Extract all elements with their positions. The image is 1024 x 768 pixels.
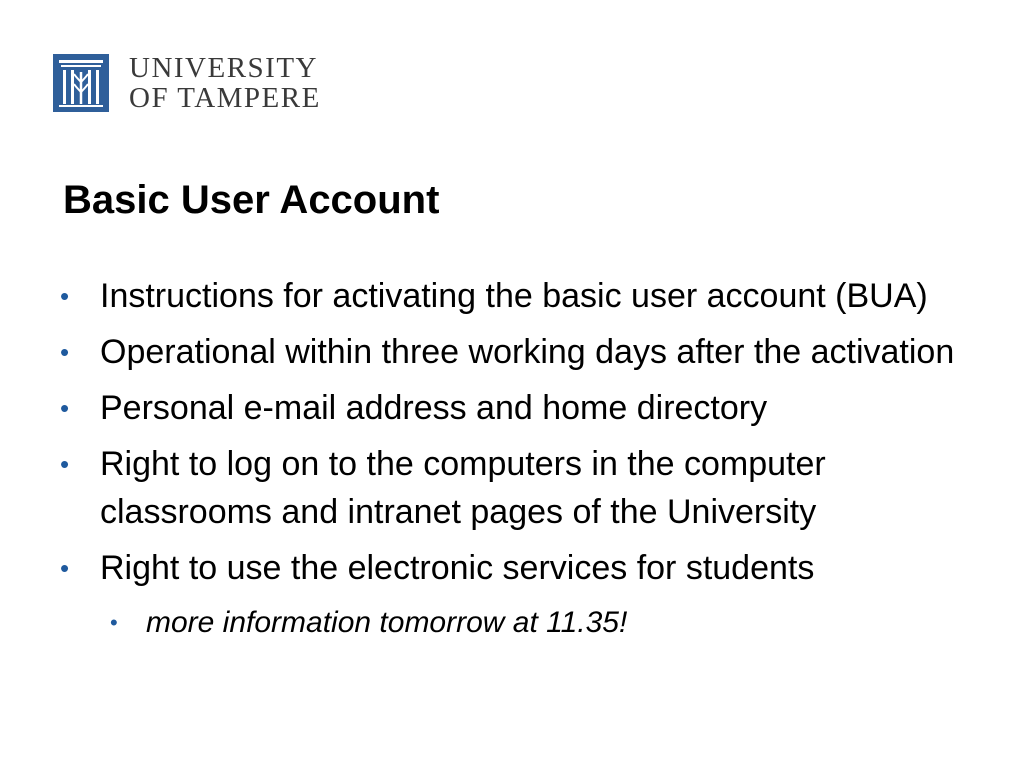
bullet-text: Right to use the electronic services for students [100, 549, 815, 587]
bullet-item [58, 440, 978, 536]
bullet-marker: • [60, 281, 70, 311]
bullet-item [58, 544, 978, 592]
bullet-item [58, 384, 978, 432]
bullet-marker: • [60, 337, 70, 367]
university-logo [53, 53, 321, 113]
bullet-text: Right to log on to the computers in the computer classrooms and intranet pages of the University [100, 445, 826, 531]
bullet-marker: • [60, 449, 70, 479]
bullet-list [58, 272, 978, 646]
logo-line-2: OF TAMPERE [129, 82, 321, 114]
sub-bullet-text: more information tomorrow at 11.35! [146, 606, 628, 639]
bullet-text: Operational within three working days after the activation [100, 333, 955, 371]
logo-line-1: UNIVERSITY [129, 52, 318, 84]
bullet-text: Personal e-mail address and home directory [100, 389, 768, 427]
sub-bullet-marker: • [110, 610, 118, 635]
bullet-text: Instructions for activating the basic user account (BUA) [100, 277, 928, 315]
bullet-item [58, 328, 978, 376]
slide-title: Basic User Account [63, 178, 440, 222]
bullet-item [58, 272, 978, 320]
university-logo-text [129, 53, 321, 113]
bullet-marker: • [60, 393, 70, 423]
university-logo-icon [53, 54, 109, 112]
sub-bullet-item [58, 600, 978, 646]
bullet-marker: • [60, 553, 70, 583]
